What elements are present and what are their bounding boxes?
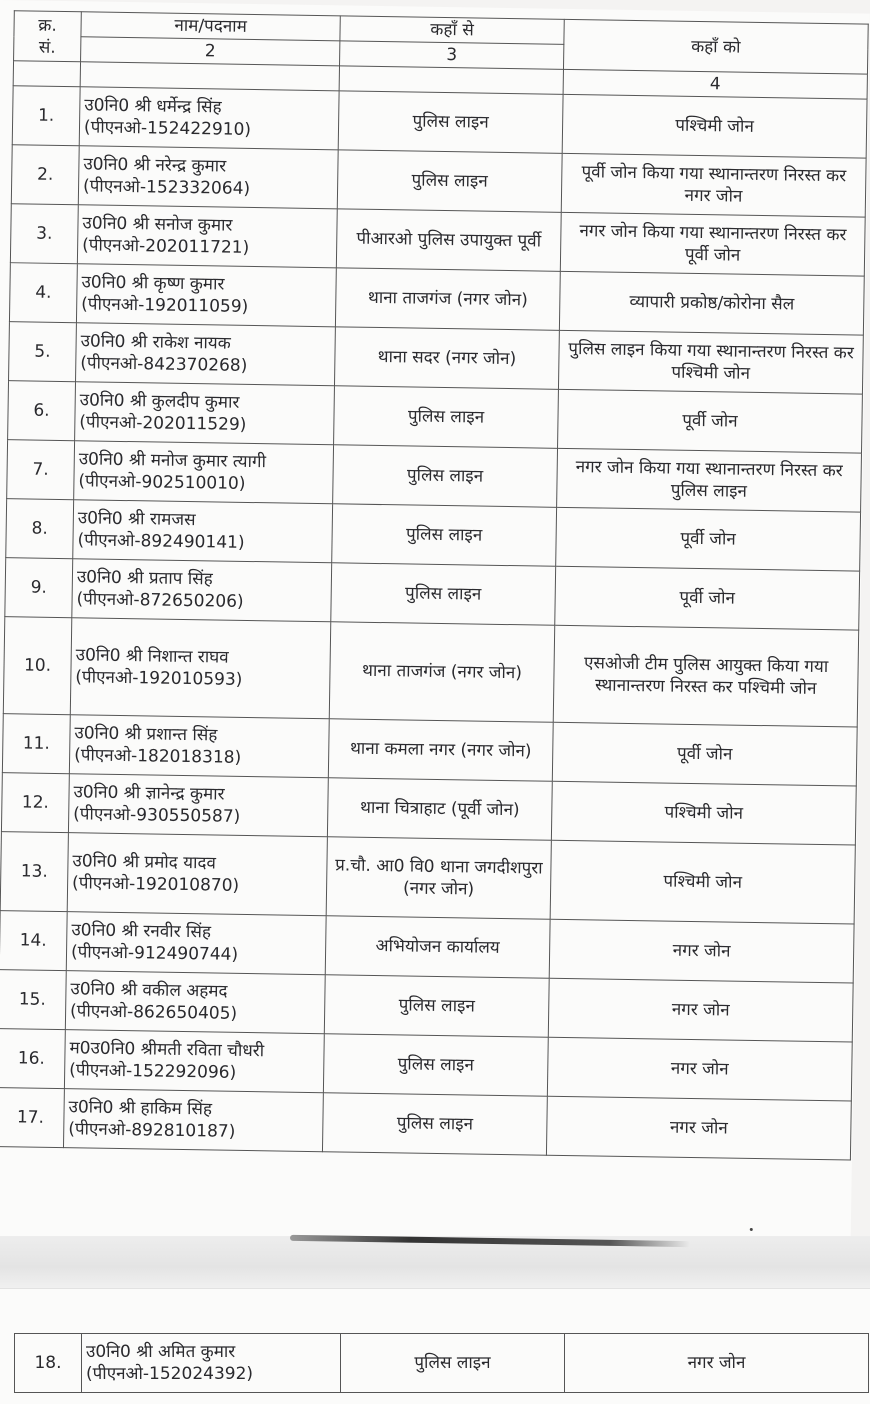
to-cell: पूर्वी जोन	[558, 389, 863, 453]
from-cell: पुलिस लाइन	[338, 91, 563, 154]
officer-name: उ0नि0 श्री निशान्त राघव	[75, 645, 229, 668]
pno: (पीएनओ-192010593)	[75, 667, 243, 690]
header-serial-line1: क्र.	[38, 15, 57, 36]
name-cell	[79, 87, 339, 150]
officer-name: उ0नि0 श्री कुलदीप कुमार	[79, 390, 240, 413]
table-row	[0, 1088, 851, 1160]
to-cell: पूर्वी जोन किया गया स्थानान्तरण निरस्त कर नगर जोन	[561, 153, 866, 217]
name-cell	[74, 441, 334, 504]
name-cell	[76, 264, 336, 327]
serial-cell: 5.	[9, 322, 77, 382]
officer-name: उ0नि0 श्री रनवीर सिंह	[71, 920, 212, 943]
pno: (पीएनओ-902510010)	[78, 471, 246, 494]
serial-cell: 17.	[0, 1088, 64, 1148]
serial-cell: 16.	[0, 1029, 65, 1089]
to-cell: व्यापारी प्रकोष्ठ/कोरोना सैल	[559, 271, 864, 335]
name-cell	[77, 205, 337, 268]
document-page-2	[0, 1288, 870, 1404]
serial-cell: 7.	[7, 440, 75, 500]
officer-name: उ0नि0 श्री प्रताप सिंह	[76, 567, 213, 590]
from-cell: थाना कमला नगर (नगर जोन)	[328, 719, 553, 782]
serial-cell: 13.	[0, 832, 68, 912]
to-cell: एसओजी टीम पुलिस आयुक्त किया गया स्थानान्तरण निरस्त कर पश्चिमी जोन	[553, 625, 858, 727]
to-cell: पुलिस लाइन किया गया स्थानान्तरण निरस्त कर पश्चिमी जोन	[558, 330, 863, 394]
serial-cell: 10.	[3, 617, 72, 715]
serial-cell: 6.	[8, 381, 76, 441]
name-cell	[68, 774, 328, 837]
pno: (पीएनओ-892490141)	[77, 530, 245, 553]
pno: (पीएनओ-930550587)	[73, 804, 241, 827]
from-cell: पुलिस लाइन	[323, 1034, 548, 1097]
from-cell: प्र.चौ. आ0 वि0 थाना जगदीशपुरा (नगर जोन)	[326, 837, 551, 920]
officer-name: उ0नि0 श्री नरेन्द्र कुमार	[83, 154, 227, 177]
pno: (पीएनओ-862650405)	[69, 1001, 238, 1024]
header-from: कहाँ से	[340, 16, 564, 45]
to-cell: नगर जोन किया गया स्थानान्तरण निरस्त कर पूर्वी जोन	[560, 212, 865, 276]
officer-name: उ0नि0 श्री वकील अहमद	[70, 979, 228, 1002]
serial-cell: 15.	[0, 970, 66, 1030]
to-cell: नगर जोन	[565, 1334, 869, 1393]
serial-cell: 9.	[5, 558, 73, 618]
name-cell	[72, 559, 332, 622]
name-cell	[78, 146, 338, 209]
name-cell	[64, 1030, 324, 1093]
pno: (पीएनओ-202011721)	[81, 235, 250, 258]
transfer-table-continued	[14, 1333, 869, 1393]
from-cell: पुलिस लाइन	[331, 563, 556, 626]
from-cell: पुलिस लाइन	[337, 150, 562, 213]
serial-cell: 2.	[11, 145, 79, 205]
to-cell: पश्चिमी जोन	[550, 840, 855, 924]
blank-cell	[339, 66, 563, 95]
serial-cell: 14.	[0, 911, 67, 971]
name-cell	[82, 1334, 341, 1393]
blank-cell	[13, 61, 80, 87]
pno: (पीएनओ-202011529)	[79, 412, 247, 435]
name-cell	[67, 833, 327, 916]
to-cell: पूर्वी जोन	[555, 566, 860, 630]
pno: (पीएनओ-152292096)	[69, 1060, 237, 1083]
from-cell: थाना चित्राहाट (पूर्वी जोन)	[327, 778, 552, 841]
name-cell	[66, 912, 326, 975]
officer-name: उ0नि0 श्री ज्ञानेन्द्र कुमार	[73, 782, 225, 805]
to-cell: पश्चिमी जोन	[562, 94, 867, 158]
from-cell: पुलिस लाइन	[324, 975, 549, 1038]
pno: (पीएनओ-872650206)	[76, 589, 244, 612]
from-cell: पुलिस लाइन	[341, 1334, 565, 1393]
pno: (पीएनओ-182018318)	[73, 745, 242, 768]
speck-mark	[750, 1228, 753, 1231]
serial-cell: 18.	[15, 1334, 82, 1393]
serial-cell: 1.	[12, 86, 80, 146]
to-cell: नगर जोन	[548, 978, 853, 1042]
from-cell: पीआरओ पुलिस उपायुक्त पूर्वी	[336, 209, 561, 272]
to-cell: नगर जोन	[546, 1096, 851, 1160]
pno: (पीएनओ-152332064)	[82, 176, 251, 199]
officer-name: उ0नि0 श्री रामजस	[77, 508, 196, 531]
header-to: कहाँ को	[563, 19, 868, 74]
pno: (पीएनओ-192011059)	[81, 294, 249, 317]
from-cell: थाना ताजगंज (नगर जोन)	[329, 622, 554, 723]
to-cell: पूर्वी जोन	[552, 722, 857, 786]
table-row	[15, 1334, 869, 1393]
name-cell	[76, 323, 336, 386]
to-cell: नगर जोन किया गया स्थानान्तरण निरस्त कर पुलिस लाइन	[557, 448, 862, 512]
from-cell: पुलिस लाइन	[333, 445, 558, 508]
serial-cell: 3.	[10, 204, 78, 264]
transfer-table	[0, 10, 869, 1160]
officer-name: उ0नि0 श्री मनोज कुमार त्यागी	[78, 449, 267, 473]
to-cell: नगर जोन	[549, 919, 854, 983]
name-cell	[69, 715, 329, 778]
serial-cell: 4.	[9, 263, 77, 323]
serial-cell: 11.	[2, 714, 70, 774]
officer-name: उ0नि0 श्री सनोज कुमार	[82, 213, 233, 236]
col-num-to: 4	[563, 69, 867, 99]
col-num-name: 2	[81, 37, 340, 66]
officer-name: उ0नि0 श्री प्रशान्त सिंह	[74, 723, 218, 746]
from-cell: पुलिस लाइन	[322, 1093, 547, 1156]
to-cell: पूर्वी जोन	[556, 507, 861, 571]
pno: (पीएनओ-912490744)	[70, 942, 239, 965]
from-cell: थाना ताजगंज (नगर जोन)	[335, 268, 560, 331]
col-num-from: 3	[340, 41, 564, 70]
to-cell: नगर जोन	[547, 1037, 852, 1101]
name-cell	[70, 618, 330, 719]
page-gap	[0, 1236, 870, 1288]
name-cell	[73, 500, 333, 563]
header-serial	[14, 11, 82, 62]
from-cell: पुलिस लाइन	[334, 386, 559, 449]
from-cell: अभियोजन कार्यालय	[325, 916, 550, 979]
header-serial-line2: सं.	[38, 37, 56, 58]
from-cell: पुलिस लाइन	[332, 504, 557, 567]
from-cell: थाना सदर (नगर जोन)	[334, 327, 559, 390]
pno: (पीएनओ-152024392)	[86, 1364, 254, 1384]
pno: (पीएनओ-892810187)	[68, 1119, 236, 1142]
table-row	[3, 617, 858, 727]
name-cell	[63, 1089, 323, 1152]
pno: (पीएनओ-152422910)	[83, 117, 252, 140]
pno: (पीएनओ-192010870)	[71, 873, 240, 896]
officer-name: उ0नि0 श्री हाकिम सिंह	[68, 1097, 213, 1120]
serial-cell: 12.	[1, 773, 69, 833]
to-cell: पश्चिमी जोन	[551, 781, 856, 845]
officer-name: उ0नि0 श्री कृष्ण कुमार	[81, 272, 225, 295]
name-cell	[75, 382, 335, 445]
officer-name: उ0नि0 श्री धर्मेन्द्र सिंह	[84, 95, 222, 118]
officer-name: उ0नि0 श्री राकेश नायक	[80, 331, 231, 354]
serial-cell: 8.	[6, 499, 74, 559]
pno: (पीएनओ-842370268)	[80, 353, 248, 376]
table-row	[0, 832, 855, 924]
name-cell	[65, 971, 325, 1034]
officer-name: उ0नि0 श्री प्रमोद यादव	[72, 851, 217, 874]
officer-name: उ0नि0 श्री अमित कुमार	[86, 1342, 236, 1362]
officer-name: म0उ0नि0 श्रीमती रविता चौधरी	[69, 1038, 265, 1062]
header-name: नाम/पदनाम	[81, 12, 340, 41]
